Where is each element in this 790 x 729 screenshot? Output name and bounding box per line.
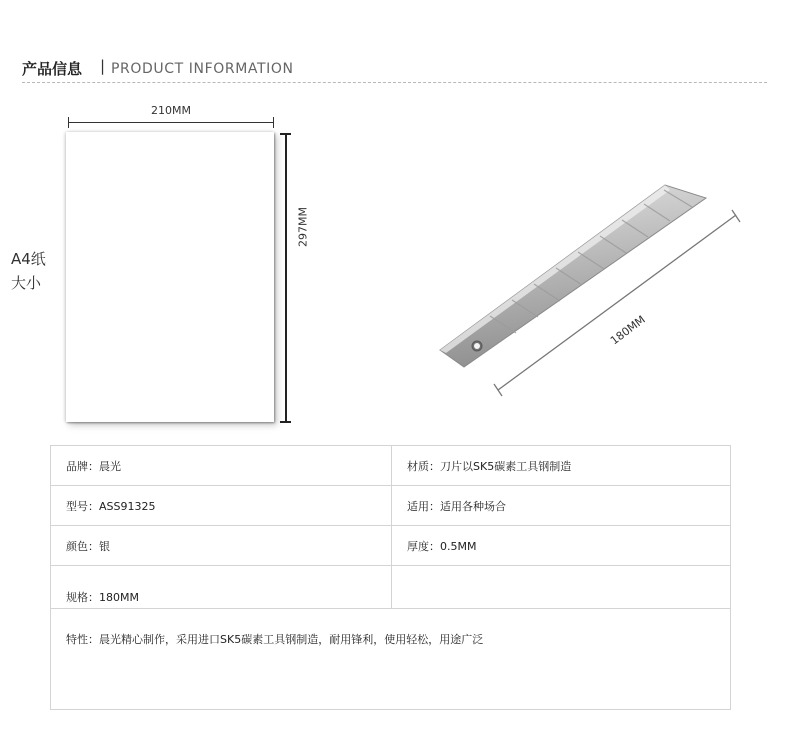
spec-size: 规格：180MM — [51, 566, 392, 609]
spec-thickness: 厚度：0.5MM — [392, 526, 731, 566]
section-header — [22, 56, 767, 83]
spec-material: 材质：刀片以SK5碳素工具钢制造 — [392, 446, 731, 486]
paper-height-dimension-line — [285, 134, 287, 422]
paper-height-label: 297MM — [296, 207, 310, 247]
table-row — [51, 446, 731, 486]
a4-size-label — [11, 247, 46, 295]
spec-empty-cell — [392, 566, 731, 609]
section-title-separator: | — [100, 57, 106, 75]
table-row — [51, 566, 731, 609]
snap-off-blade-image — [440, 185, 706, 367]
paper-height-tick-bottom — [280, 421, 291, 423]
section-title-cn: 产品信息 — [22, 60, 83, 78]
table-row — [51, 526, 731, 566]
spec-usage: 适用：适用各种场合 — [392, 486, 731, 526]
paper-height-tick-top — [280, 133, 291, 135]
table-row — [51, 609, 731, 710]
spec-brand: 品牌：晨光 — [51, 446, 392, 486]
spec-table — [50, 445, 731, 710]
table-row — [51, 486, 731, 526]
section-title-en: PRODUCT INFORMATION — [111, 61, 294, 77]
blade-length-label: 180MM — [608, 312, 648, 348]
spec-color: 颜色：银 — [51, 526, 392, 566]
a4-label-line1: A4纸 — [11, 250, 46, 268]
blade-diagram — [430, 170, 750, 405]
spec-model: 型号：ASS91325 — [51, 486, 392, 526]
paper-width-label: 210MM — [151, 104, 191, 117]
paper-width-dimension-line — [68, 122, 274, 123]
a4-label-line2: 大小 — [11, 274, 42, 292]
paper-width-tick-right — [273, 117, 274, 128]
spec-feature: 特性：晨光精心制作，采用进口SK5碳素工具钢制造，耐用锋利，使用轻松，用途广泛 — [51, 609, 731, 710]
paper-width-tick-left — [68, 117, 69, 128]
a4-paper-sheet — [66, 132, 274, 422]
